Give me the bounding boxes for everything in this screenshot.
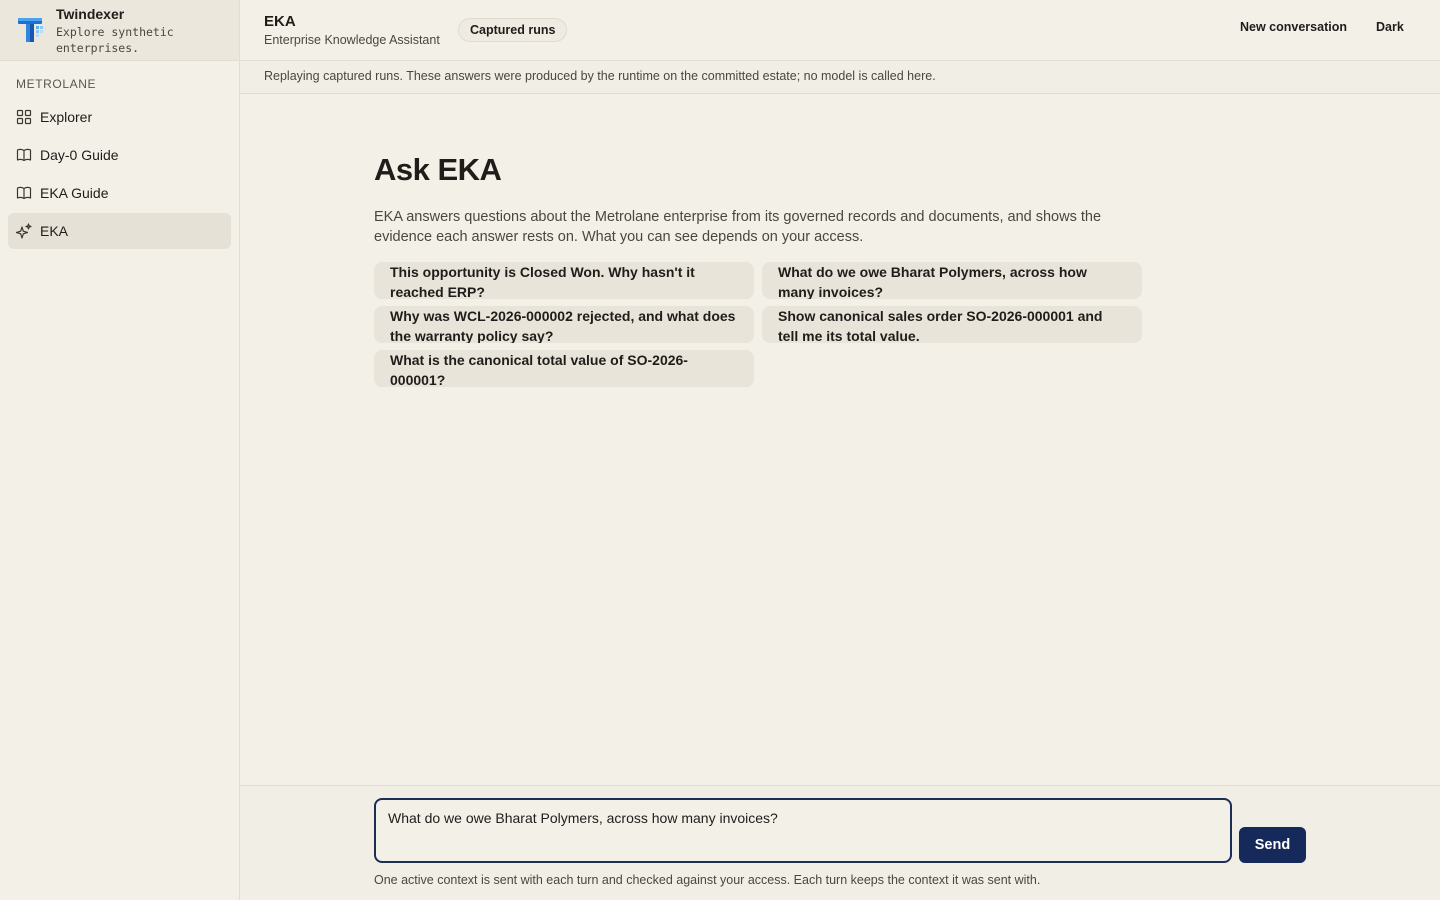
sidebar-section-label: METROLANE: [16, 77, 97, 91]
suggestion-chip[interactable]: What do we owe Bharat Polymers, across how many invoices?: [762, 262, 1142, 299]
composer-note: One active context is sent with each turn and checked against your access. Each turn keeps the context it was sent with.: [374, 873, 1041, 887]
suggestion-list: [374, 262, 1142, 387]
brand-tagline: Explore synthetic enterprises.: [56, 25, 174, 55]
page-subtitle: Enterprise Knowledge Assistant: [264, 33, 440, 47]
book-icon: [16, 185, 32, 201]
sidebar-item-label: Day-0 Guide: [40, 147, 119, 163]
brand-name: Twindexer: [56, 6, 125, 22]
sidebar-item-label: EKA Guide: [40, 185, 109, 201]
main-heading: Ask EKA: [374, 152, 502, 187]
twindexer-logo-icon: [16, 14, 48, 46]
send-button[interactable]: Send: [1239, 827, 1306, 863]
sidebar-item-eka[interactable]: [8, 213, 231, 249]
suggestion-chip[interactable]: This opportunity is Closed Won. Why hasn't it reached ERP?: [374, 262, 754, 299]
suggestion-chip[interactable]: Why was WCL-2026-000002 rejected, and what does the warranty policy say?: [374, 306, 754, 343]
message-input[interactable]: [374, 798, 1232, 863]
mode-badge: Captured runs: [458, 18, 567, 42]
suggestion-chip[interactable]: What is the canonical total value of SO-2026-000001?: [374, 350, 754, 387]
sidebar: [0, 0, 240, 900]
page-title: EKA: [264, 13, 296, 30]
grid-icon: [16, 109, 32, 125]
sidebar-item-label: Explorer: [40, 109, 93, 125]
top-header: [240, 0, 1440, 61]
brand-header[interactable]: [0, 0, 239, 61]
sidebar-item-day0-guide[interactable]: [8, 137, 231, 173]
main-description: EKA answers questions about the Metrolane enterprise from its governed records and documents, and shows the evidence each answer rests on. What you can see depends on your access.: [374, 209, 1102, 245]
sidebar-item-explorer[interactable]: [8, 99, 231, 135]
new-conversation-button[interactable]: New conversation: [1240, 20, 1347, 34]
sparkles-icon: [16, 223, 32, 239]
sidebar-item-label: EKA: [40, 223, 69, 239]
suggestion-chip[interactable]: Show canonical sales order SO-2026-000001 and tell me its total value.: [762, 306, 1142, 343]
replay-notice: Replaying captured runs. These answers were produced by the runtime on the committed estate; no model is called here.: [240, 61, 1440, 94]
theme-toggle-button[interactable]: Dark: [1376, 20, 1404, 34]
composer: [240, 785, 1440, 900]
book-icon: [16, 147, 32, 163]
sidebar-item-eka-guide[interactable]: [8, 175, 231, 211]
